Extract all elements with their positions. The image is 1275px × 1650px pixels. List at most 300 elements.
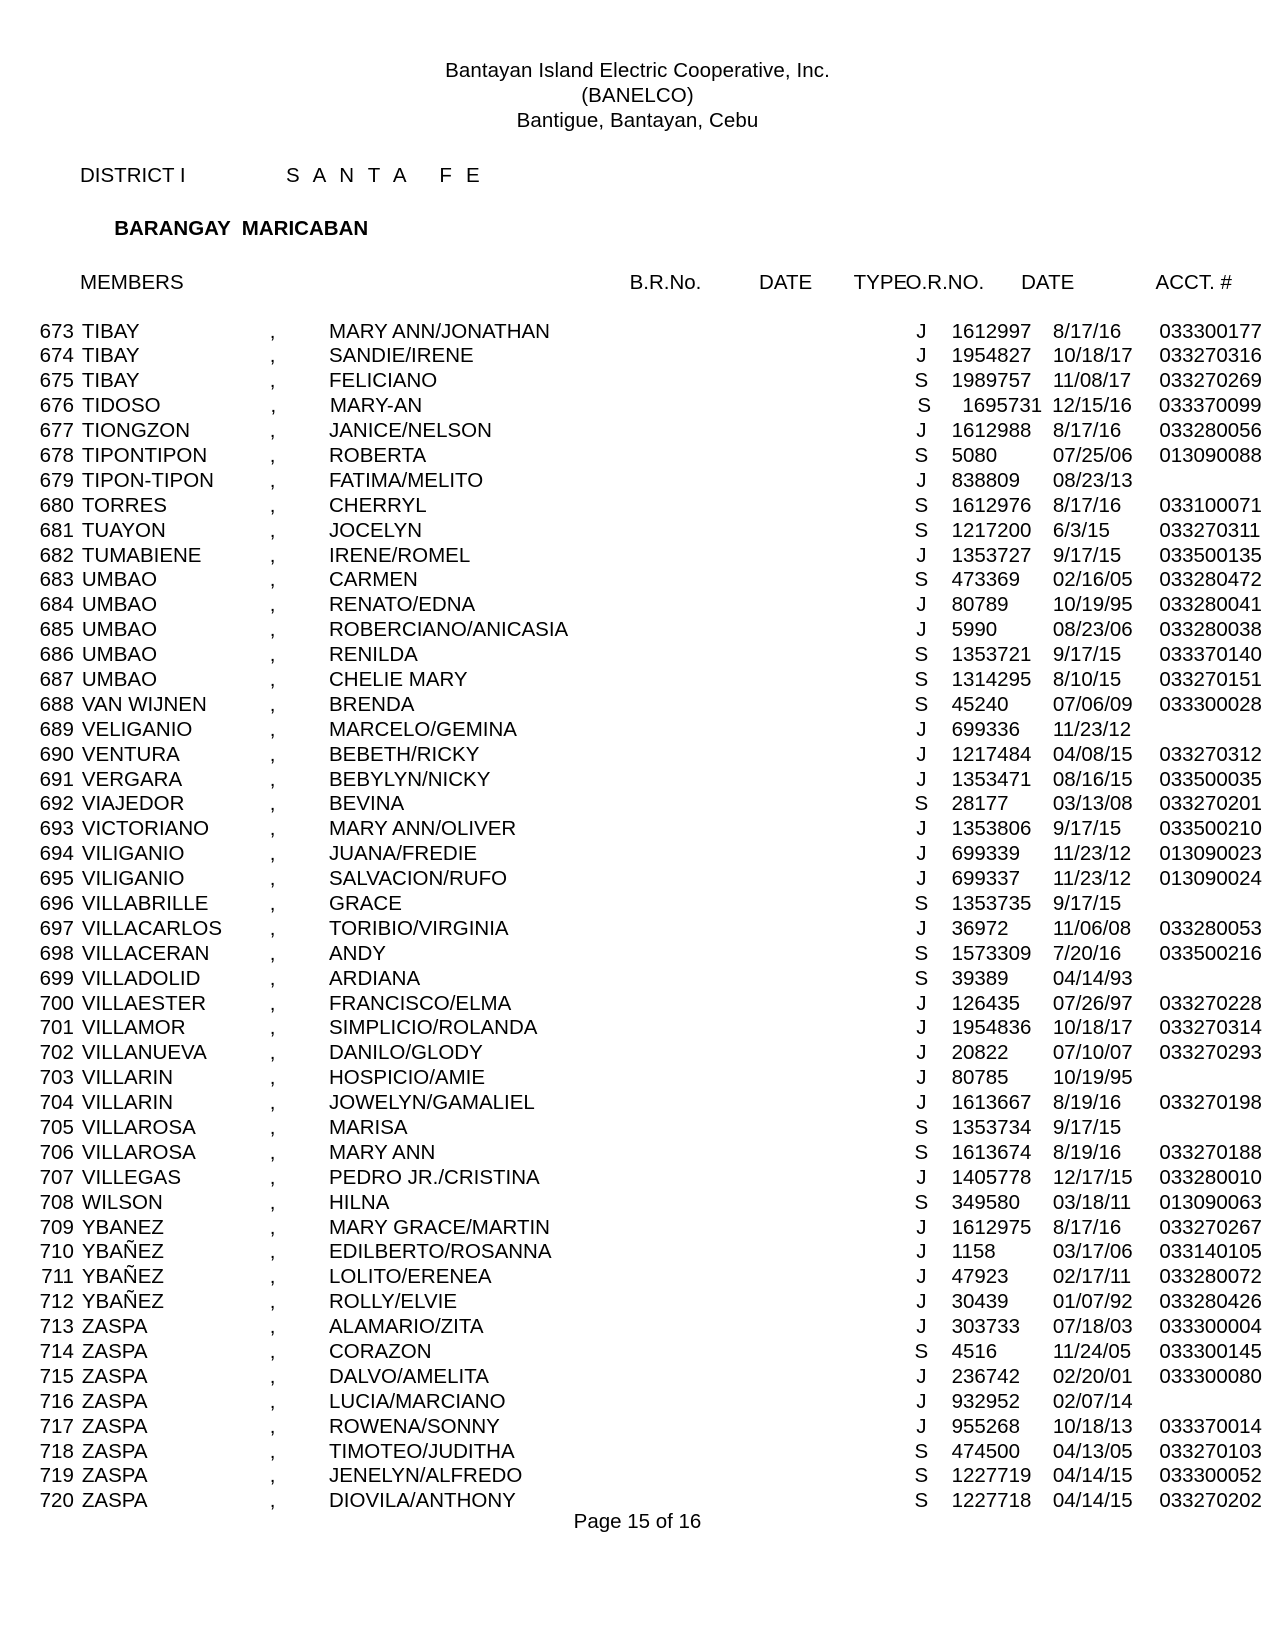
member-number: 704 — [39, 1091, 74, 1115]
member-surname: UMBAO — [81, 568, 158, 592]
member-acct-number: 033300145 — [1159, 1340, 1262, 1364]
member-type: J — [916, 842, 927, 866]
member-or-date: 10/18/17 — [1052, 344, 1133, 368]
member-first-name: MARY GRACE/MARTIN — [329, 1215, 550, 1239]
member-orno: 1405778 — [951, 1165, 1032, 1189]
member-first-name: DIOVILA/ANTHONY — [329, 1489, 516, 1513]
name-separator: , — [269, 667, 276, 691]
member-orno: 1989757 — [951, 369, 1032, 393]
member-type: S — [914, 1140, 929, 1164]
table-row — [0, 1464, 1275, 1489]
member-acct-number: 033270316 — [1159, 344, 1262, 368]
member-surname: UMBAO — [81, 667, 158, 691]
member-orno: 5080 — [951, 443, 998, 467]
member-or-date: 7/20/16 — [1052, 941, 1122, 965]
member-surname: YBAÑEZ — [81, 1290, 164, 1314]
member-orno: 955268 — [951, 1414, 1020, 1438]
name-separator: , — [269, 1165, 276, 1189]
member-type: J — [916, 1315, 927, 1339]
member-type: J — [916, 1364, 927, 1388]
member-first-name: JENELYN/ALFREDO — [329, 1464, 523, 1488]
table-row — [0, 1415, 1275, 1440]
table-row — [0, 1440, 1275, 1465]
member-orno: 699336 — [951, 717, 1020, 741]
member-surname: VILIGANIO — [81, 867, 185, 891]
member-first-name: ANDY — [329, 941, 386, 965]
table-row — [0, 892, 1275, 917]
member-surname: ZASPA — [81, 1315, 148, 1339]
member-or-date: 04/14/93 — [1052, 966, 1133, 990]
name-separator: , — [269, 1414, 276, 1438]
column-header-orno: O.R.NO. — [905, 271, 985, 294]
member-number: 690 — [39, 742, 74, 766]
member-or-date: 07/26/97 — [1052, 991, 1133, 1015]
table-row — [0, 867, 1275, 892]
member-or-date: 08/23/13 — [1052, 468, 1133, 492]
name-separator: , — [269, 891, 276, 915]
member-surname: TIDOSO — [82, 394, 161, 418]
member-or-date: 07/06/09 — [1052, 692, 1133, 716]
name-separator: , — [269, 817, 276, 841]
table-row — [0, 593, 1275, 618]
name-separator: , — [269, 742, 276, 766]
table-row — [0, 544, 1275, 569]
barangay-label: BARANGAY — [114, 217, 231, 240]
member-first-name: ARDIANA — [329, 966, 421, 990]
member-surname: VILLARIN — [81, 1066, 174, 1090]
members-table-body — [0, 320, 1275, 1515]
member-first-name: BRENDA — [329, 692, 415, 716]
member-or-date: 07/10/07 — [1052, 1041, 1133, 1065]
member-or-date: 8/17/16 — [1052, 1215, 1122, 1239]
member-or-date: 02/16/05 — [1052, 568, 1133, 592]
member-first-name: LUCIA/MARCIANO — [329, 1389, 506, 1413]
member-first-name: MARCELO/GEMINA — [329, 717, 517, 741]
member-or-date: 10/18/17 — [1052, 1016, 1133, 1040]
member-acct-number: 033270311 — [1159, 518, 1261, 542]
member-first-name: PEDRO JR./CRISTINA — [329, 1165, 540, 1189]
name-separator: , — [269, 1240, 276, 1264]
member-type: J — [916, 916, 927, 940]
table-row — [0, 320, 1275, 345]
member-type: S — [914, 1340, 929, 1364]
member-acct-number: 033280426 — [1159, 1290, 1262, 1314]
member-type: S — [914, 1464, 929, 1488]
member-orno: 5990 — [951, 618, 998, 642]
member-first-name: DANILO/GLODY — [329, 1041, 483, 1065]
member-or-date: 8/17/16 — [1052, 493, 1122, 517]
member-number: 705 — [39, 1116, 74, 1139]
member-acct-number: 033270293 — [1159, 1041, 1262, 1065]
member-orno: 47923 — [951, 1265, 1009, 1289]
table-row — [0, 643, 1275, 668]
member-surname: VIAJEDOR — [81, 792, 185, 816]
column-header-members: MEMBERS — [80, 271, 184, 294]
member-acct-number: 033270312 — [1159, 742, 1262, 766]
member-surname: VILLACERAN — [81, 941, 210, 965]
member-number: 707 — [39, 1165, 74, 1189]
member-first-name: RENILDA — [329, 643, 418, 667]
member-number: 700 — [39, 991, 74, 1015]
table-row — [0, 419, 1275, 444]
member-type: S — [914, 1116, 929, 1139]
column-header-br-date: DATE — [759, 271, 813, 294]
member-orno: 1217200 — [951, 518, 1032, 542]
member-number: 708 — [39, 1190, 74, 1214]
member-number: 702 — [39, 1041, 74, 1065]
member-orno: 1613667 — [951, 1091, 1032, 1115]
member-number: 682 — [39, 543, 74, 567]
member-surname: TIONGZON — [81, 419, 191, 443]
member-first-name: LOLITO/ERENEA — [329, 1265, 492, 1289]
member-or-date: 10/19/95 — [1052, 1066, 1133, 1090]
member-or-date: 8/17/16 — [1052, 319, 1122, 343]
member-orno: 1954836 — [951, 1016, 1032, 1040]
name-separator: , — [269, 568, 276, 592]
name-separator: , — [269, 792, 276, 816]
member-or-date: 02/07/14 — [1052, 1389, 1133, 1413]
member-number: 685 — [39, 618, 74, 642]
column-header-or-date: DATE — [1021, 271, 1075, 294]
member-orno: 474500 — [951, 1439, 1020, 1463]
name-separator: , — [269, 1140, 276, 1164]
name-separator: , — [269, 618, 276, 642]
member-type: J — [916, 419, 927, 443]
member-or-date: 12/17/15 — [1052, 1165, 1133, 1189]
member-orno: 1695731 — [962, 394, 1043, 418]
member-number: 693 — [39, 817, 74, 841]
member-number: 695 — [39, 867, 74, 891]
table-row — [0, 1390, 1275, 1415]
name-separator: , — [269, 991, 276, 1015]
member-first-name: CHELIE MARY — [329, 667, 468, 691]
member-acct-number: 033270151 — [1159, 667, 1262, 691]
member-type: J — [916, 1091, 927, 1115]
member-orno: 1613674 — [951, 1140, 1032, 1164]
member-first-name: JOWELYN/GAMALIEL — [329, 1091, 535, 1115]
member-type: J — [916, 319, 927, 343]
member-acct-number: 033270188 — [1159, 1140, 1262, 1164]
member-first-name: SIMPLICIO/ROLANDA — [329, 1016, 538, 1040]
member-surname: ZASPA — [81, 1414, 148, 1438]
member-or-date: 8/19/16 — [1052, 1140, 1122, 1164]
member-or-date: 04/08/15 — [1052, 742, 1133, 766]
name-separator: , — [269, 1340, 276, 1364]
member-number: 681 — [39, 518, 74, 542]
member-type: S — [914, 1190, 929, 1214]
member-surname: WILSON — [81, 1190, 163, 1214]
member-first-name: BEBETH/RICKY — [329, 742, 480, 766]
member-or-date: 11/24/05 — [1052, 1340, 1132, 1364]
member-first-name: FRANCISCO/ELMA — [329, 991, 512, 1015]
name-separator: , — [269, 443, 276, 467]
member-number: 711 — [41, 1265, 74, 1289]
member-first-name: CHERRYL — [329, 493, 427, 517]
table-row — [0, 817, 1275, 842]
member-orno: 838809 — [951, 468, 1020, 492]
member-or-date: 8/17/16 — [1052, 419, 1122, 443]
name-separator: , — [269, 1464, 276, 1488]
member-orno: 1353721 — [951, 643, 1032, 667]
member-or-date: 6/3/15 — [1052, 518, 1110, 542]
member-acct-number: 033300080 — [1159, 1364, 1262, 1388]
member-first-name: JOCELYN — [329, 518, 423, 542]
member-number: 680 — [39, 493, 74, 517]
member-first-name: DALVO/AMELITA — [329, 1364, 489, 1388]
member-acct-number: 033270269 — [1159, 369, 1262, 393]
member-surname: TUMABIENE — [81, 543, 202, 567]
member-first-name: MARY-AN — [329, 394, 423, 418]
column-header-type: TYPE — [853, 271, 908, 294]
district-label: DISTRICT I — [80, 164, 186, 187]
member-acct-number: 013090024 — [1159, 867, 1262, 891]
member-orno: 80785 — [951, 1066, 1009, 1090]
table-row — [0, 792, 1275, 817]
name-separator: , — [269, 1315, 276, 1339]
member-number: 684 — [39, 593, 74, 617]
member-acct-number: 033270314 — [1159, 1016, 1262, 1040]
cooperative-address: Bantigue, Bantayan, Cebu — [516, 109, 759, 132]
member-first-name: IRENE/ROMEL — [329, 543, 471, 567]
table-row — [0, 768, 1275, 793]
member-number: 687 — [39, 667, 74, 691]
member-type: J — [916, 817, 927, 841]
member-or-date: 9/17/15 — [1052, 817, 1122, 841]
member-surname: ZASPA — [81, 1439, 148, 1463]
member-orno: 1314295 — [951, 667, 1032, 691]
member-surname: TIBAY — [81, 319, 140, 343]
member-acct-number: 033300177 — [1159, 319, 1262, 343]
member-first-name: MARY ANN/OLIVER — [329, 817, 517, 841]
name-separator: , — [269, 1066, 276, 1090]
table-row — [0, 1265, 1275, 1290]
table-row — [0, 942, 1275, 967]
member-first-name: FELICIANO — [329, 369, 438, 393]
member-type: J — [916, 767, 927, 791]
member-number: 686 — [39, 643, 74, 667]
member-surname: ZASPA — [81, 1340, 148, 1364]
member-surname: YBANEZ — [81, 1215, 164, 1239]
member-or-date: 12/15/16 — [1052, 394, 1132, 418]
member-surname: ZASPA — [81, 1464, 148, 1488]
table-row — [0, 693, 1275, 718]
table-row — [0, 618, 1275, 643]
member-first-name: MARY ANN/JONATHAN — [329, 319, 550, 343]
member-first-name: ROBERTA — [329, 443, 427, 467]
name-separator: , — [269, 468, 276, 492]
member-surname: VILLADOLID — [81, 966, 201, 990]
name-separator: , — [269, 717, 276, 741]
member-surname: VENTURA — [81, 742, 180, 766]
member-type: S — [914, 667, 929, 691]
member-orno: 126435 — [951, 991, 1020, 1015]
member-first-name: HOSPICIO/AMIE — [329, 1066, 486, 1090]
table-row — [0, 992, 1275, 1017]
member-orno: 1353735 — [951, 891, 1032, 915]
member-first-name: MARISA — [329, 1116, 408, 1139]
name-separator: , — [269, 1265, 276, 1289]
column-header-brno: B.R.No. — [629, 271, 702, 294]
member-number: 710 — [39, 1240, 74, 1264]
table-row — [0, 743, 1275, 768]
table-row — [0, 718, 1275, 743]
member-surname: VILLAROSA — [81, 1116, 196, 1139]
town-name: S A N T A F E — [286, 164, 484, 187]
member-type: S — [914, 518, 929, 542]
name-separator: , — [269, 493, 276, 517]
member-type: J — [916, 1290, 927, 1314]
member-acct-number: 033370099 — [1158, 394, 1262, 418]
table-row — [0, 917, 1275, 942]
name-separator: , — [269, 643, 276, 667]
member-first-name: ROBERCIANO/ANICASIA — [329, 618, 569, 642]
member-orno: 1217484 — [951, 742, 1032, 766]
member-orno: 36972 — [951, 916, 1009, 940]
member-type: J — [916, 1041, 927, 1065]
member-or-date: 11/06/08 — [1052, 916, 1132, 940]
name-separator: , — [269, 1041, 276, 1065]
member-number: 716 — [39, 1389, 74, 1413]
member-or-date: 9/17/15 — [1052, 891, 1122, 915]
member-surname: VILIGANIO — [81, 842, 185, 866]
member-acct-number: 033500135 — [1159, 543, 1262, 567]
member-surname: VILLAROSA — [81, 1140, 196, 1164]
member-surname: VILLAMOR — [81, 1016, 186, 1040]
member-acct-number: 033140105 — [1159, 1240, 1262, 1264]
table-row — [0, 394, 1275, 419]
name-separator: , — [269, 518, 276, 542]
member-or-date: 8/10/15 — [1052, 667, 1122, 691]
name-separator: , — [269, 867, 276, 891]
member-type: S — [914, 568, 929, 592]
member-number: 675 — [39, 369, 74, 393]
member-orno: 1227718 — [951, 1489, 1032, 1513]
member-type: J — [916, 717, 927, 741]
member-or-date: 01/07/92 — [1052, 1290, 1133, 1314]
member-number: 683 — [39, 568, 74, 592]
member-type: S — [914, 643, 929, 667]
member-or-date: 11/23/12 — [1052, 717, 1132, 741]
member-orno: 4516 — [951, 1340, 998, 1364]
name-separator: , — [269, 593, 276, 617]
member-acct-number: 033370014 — [1159, 1414, 1262, 1438]
table-row — [0, 444, 1275, 469]
member-number: 679 — [39, 468, 74, 492]
member-orno: 45240 — [951, 692, 1009, 716]
member-or-date: 10/18/13 — [1052, 1414, 1133, 1438]
member-orno: 1353806 — [951, 817, 1032, 841]
name-separator: , — [269, 1489, 276, 1513]
table-row — [0, 1041, 1275, 1066]
member-first-name: GRACE — [329, 891, 402, 915]
member-type: S — [914, 941, 929, 965]
member-orno: 699339 — [951, 842, 1020, 866]
member-surname: VILLARIN — [81, 1091, 174, 1115]
member-first-name: BEVINA — [329, 792, 405, 816]
member-type: J — [916, 1215, 927, 1239]
member-first-name: CARMEN — [329, 568, 418, 592]
member-first-name: BEBYLYN/NICKY — [329, 767, 491, 791]
member-or-date: 08/23/06 — [1052, 618, 1133, 642]
member-acct-number: 033280472 — [1159, 568, 1262, 592]
table-row — [0, 568, 1275, 593]
member-surname: YBAÑEZ — [81, 1265, 164, 1289]
member-orno: 1612988 — [951, 419, 1032, 443]
member-first-name: CORAZON — [329, 1340, 432, 1364]
name-separator: , — [269, 543, 276, 567]
member-number: 706 — [39, 1140, 74, 1164]
member-first-name: SALVACION/RUFO — [329, 867, 508, 891]
member-surname: ZASPA — [81, 1489, 148, 1513]
member-surname: VAN WIJNEN — [81, 692, 207, 716]
member-type: J — [916, 1066, 927, 1090]
member-or-date: 11/23/12 — [1052, 867, 1132, 891]
member-acct-number: 033370140 — [1159, 643, 1262, 667]
name-separator: , — [269, 419, 276, 443]
member-acct-number: 033500210 — [1159, 817, 1262, 841]
member-surname: VILLAESTER — [81, 991, 207, 1015]
name-separator: , — [269, 916, 276, 940]
member-type: S — [914, 443, 929, 467]
table-row — [0, 668, 1275, 693]
member-surname: TIPON-TIPON — [81, 468, 214, 492]
member-number: 703 — [39, 1066, 74, 1090]
district-row — [80, 163, 1275, 190]
member-first-name: TORIBIO/VIRGINIA — [329, 916, 509, 940]
table-row — [0, 967, 1275, 992]
member-surname: ZASPA — [81, 1364, 148, 1388]
name-separator: , — [269, 369, 276, 393]
member-number: 691 — [39, 767, 74, 791]
member-type: J — [916, 867, 927, 891]
member-acct-number: 013090063 — [1159, 1190, 1262, 1214]
member-acct-number: 013090023 — [1159, 842, 1262, 866]
member-acct-number: 033280041 — [1159, 593, 1262, 617]
table-row — [0, 1166, 1275, 1191]
member-number: 719 — [39, 1464, 74, 1488]
member-surname: UMBAO — [81, 618, 158, 642]
member-type: S — [914, 966, 929, 990]
member-type: J — [916, 1165, 927, 1189]
member-surname: VILLACARLOS — [81, 916, 223, 940]
table-row — [0, 469, 1275, 494]
member-orno: 932952 — [951, 1389, 1020, 1413]
member-type: J — [916, 742, 927, 766]
member-or-date: 8/19/16 — [1052, 1091, 1122, 1115]
member-or-date: 07/25/06 — [1052, 443, 1133, 467]
member-acct-number: 033270201 — [1159, 792, 1262, 816]
name-separator: , — [269, 941, 276, 965]
member-or-date: 9/17/15 — [1052, 643, 1122, 667]
member-orno: 1954827 — [951, 344, 1032, 368]
member-orno: 473369 — [951, 568, 1020, 592]
member-number: 714 — [39, 1340, 74, 1364]
table-row — [0, 519, 1275, 544]
member-orno: 1353727 — [951, 543, 1032, 567]
member-acct-number: 033300052 — [1159, 1464, 1262, 1488]
member-surname: TIBAY — [81, 344, 140, 368]
member-orno: 303733 — [951, 1315, 1020, 1339]
table-row — [0, 494, 1275, 519]
name-separator: , — [269, 1389, 276, 1413]
member-surname: VILLANUEVA — [81, 1041, 207, 1065]
member-first-name: MARY ANN — [329, 1140, 436, 1164]
page-footer — [0, 1510, 1275, 1534]
member-acct-number: 033280010 — [1159, 1165, 1262, 1189]
member-surname: VILLABRILLE — [81, 891, 209, 915]
member-or-date: 03/17/06 — [1052, 1240, 1133, 1264]
table-row — [0, 1365, 1275, 1390]
